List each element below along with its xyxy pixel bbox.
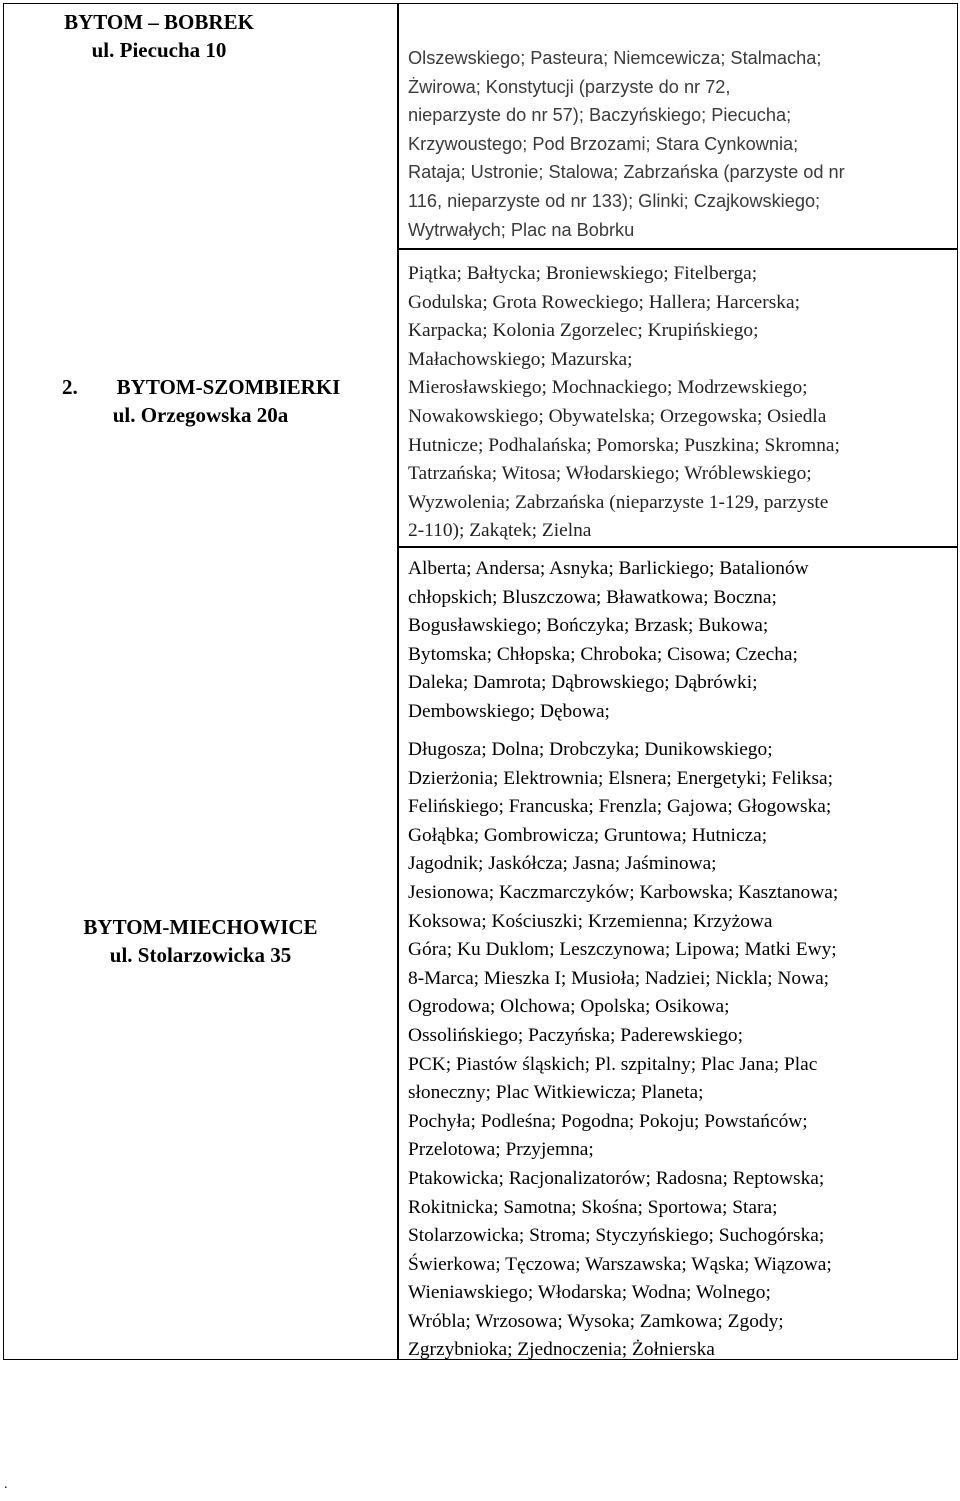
street-line: Godulska; Grota Roweckiego; Hallera; Harcerska; bbox=[408, 291, 800, 313]
street-line: słoneczny; Plac Witkiewicza; Planeta; bbox=[408, 1082, 704, 1104]
street-line: chłopskich; Bluszczowa; Bławatkowa; Boczna; bbox=[408, 586, 777, 608]
district-miechowice-label bbox=[4, 913, 397, 969]
street-line: Wróbla; Wrzosowa; Wysoka; Zamkowa; Zgody; bbox=[408, 1310, 784, 1332]
row-divider bbox=[397, 248, 957, 250]
street-list-szombierki bbox=[408, 260, 956, 546]
street-line: Świerkowa; Tęczowa; Warszawska; Wąska; Wiązowa; bbox=[408, 1253, 832, 1275]
street-line: Gołąbka; Gombrowicza; Gruntowa; Hutnicza; bbox=[408, 824, 768, 846]
street-line: Dzierżonia; Elektrownia; Elsnera; Energetyki; Feliksa; bbox=[408, 767, 834, 789]
street-line: Ossolińskiego; Paczyńska; Paderewskiego; bbox=[408, 1024, 743, 1046]
street-line: Jesionowa; Kaczmarczyków; Karbowska; Kasztanowa; bbox=[408, 881, 839, 903]
street-line: Hutnicze; Podhalańska; Pomorska; Puszkina; Skromna; bbox=[408, 434, 840, 456]
street-line: Bogusławskiego; Bończyka; Brzask; Bukowa; bbox=[408, 615, 769, 637]
street-line: Długosza; Dolna; Drobczyka; Dunikowskiego; bbox=[408, 739, 773, 760]
street-line: Krzywoustego; Pod Brzozami; Stara Cynkownia; bbox=[408, 133, 799, 154]
street-line: Karpacka; Kolonia Zgorzelec; Krupińskiego; bbox=[408, 320, 759, 342]
street-line: Wytrwałych; Plac na Bobrku bbox=[408, 219, 635, 240]
street-list-miechowice-b bbox=[408, 736, 956, 1365]
district-name: BYTOM-MIECHOWICE bbox=[83, 915, 318, 939]
street-list-miechowice-a bbox=[408, 555, 956, 727]
column-divider bbox=[397, 4, 399, 1359]
street-line: Mierosławskiego; Mochnackiego; Modrzewskiego; bbox=[408, 377, 808, 399]
street-line: Felińskiego; Francuska; Frenzla; Gajowa; Głogowska; bbox=[408, 796, 832, 818]
street-line: Daleka; Damrota; Dąbrowskiego; Dąbrówki; bbox=[408, 672, 758, 694]
street-line: PCK; Piastów śląskich; Pl. szpitalny; Plac Jana; Plac bbox=[408, 1053, 818, 1075]
street-line: Ogrodowa; Olchowa; Opolska; Osikowa; bbox=[408, 996, 730, 1018]
row-divider bbox=[397, 546, 957, 548]
street-line: Jagodnik; Jaskółcza; Jasna; Jaśminowa; bbox=[408, 853, 717, 875]
street-line: 8-Marca; Mieszka I; Musioła; Nadziei; Nickla; Nowa; bbox=[408, 967, 830, 989]
street-line: Rataja; Ustronie; Stalowa; Zabrzańska (parzyste od nr bbox=[408, 162, 845, 183]
street-line: Małachowskiego; Mazurska; bbox=[408, 348, 633, 370]
street-line: nieparzyste do nr 57); Baczyńskiego; Piecucha; bbox=[408, 105, 792, 126]
street-line: Ptakowicka; Racjonalizatorów; Radosna; Reptowska; bbox=[408, 1167, 825, 1189]
district-number: 2. bbox=[62, 375, 78, 399]
district-address: ul. Orzegowska 20a bbox=[112, 403, 289, 427]
street-line: Koksowa; Kościuszki; Krzemienna; Krzyżowa bbox=[408, 910, 773, 932]
street-list-bobrek bbox=[408, 44, 956, 244]
district-name: BYTOM-SZOMBIERKI bbox=[116, 375, 341, 399]
street-line: Wyzwolenia; Zabrzańska (nieparzyste 1-129, parzyste bbox=[408, 491, 829, 513]
district-address: ul. Piecucha 10 bbox=[91, 38, 227, 62]
street-line: Rokitnicka; Samotna; Skośna; Sportowa; Stara; bbox=[408, 1196, 778, 1218]
street-line: Żwirowa; Konstytucji (parzyste do nr 72, bbox=[408, 76, 731, 97]
street-line: Stolarzowicka; Stroma; Styczyńskiego; Suchogórska; bbox=[408, 1225, 825, 1247]
street-line: Piątka; Bałtycka; Broniewskiego; Fitelberga; bbox=[408, 263, 758, 284]
street-line: 2-110); Zakątek; Zielna bbox=[408, 520, 592, 542]
footer-mark: . bbox=[4, 1477, 8, 1492]
district-streets-table bbox=[3, 3, 958, 1360]
street-line: Pochyła; Podleśna; Pogodna; Pokoju; Powstańców; bbox=[408, 1110, 808, 1132]
street-line: Nowakowskiego; Obywatelska; Orzegowska; Osiedla bbox=[408, 405, 827, 427]
street-line: Tatrzańska; Witosa; Włodarskiego; Wróblewskiego; bbox=[408, 463, 812, 485]
street-line: Przelotowa; Przyjemna; bbox=[408, 1139, 594, 1161]
street-line: Bytomska; Chłopska; Chroboka; Cisowa; Czecha; bbox=[408, 643, 798, 665]
street-line: 116, nieparzyste od nr 133); Glinki; Czajkowskiego; bbox=[408, 190, 821, 211]
street-line: Zgrzybnioka; Zjednoczenia; Żołnierska bbox=[408, 1339, 715, 1361]
street-line: Wieniawskiego; Włodarska; Wodna; Wolnego; bbox=[408, 1282, 771, 1304]
district-szombierki-label bbox=[4, 373, 397, 429]
street-line: Dembowskiego; Dębowa; bbox=[408, 700, 610, 722]
district-address: ul. Stolarzowicka 35 bbox=[109, 943, 292, 967]
street-line: Olszewskiego; Pasteura; Niemcewicza; Stalmacha; bbox=[408, 48, 822, 68]
district-bobrek-label bbox=[4, 8, 314, 64]
district-name: BYTOM – BOBREK bbox=[64, 10, 254, 34]
street-line: Góra; Ku Duklom; Leszczynowa; Lipowa; Matki Ewy; bbox=[408, 939, 837, 961]
street-line: Alberta; Andersa; Asnyka; Barlickiego; Batalionów bbox=[408, 558, 809, 579]
